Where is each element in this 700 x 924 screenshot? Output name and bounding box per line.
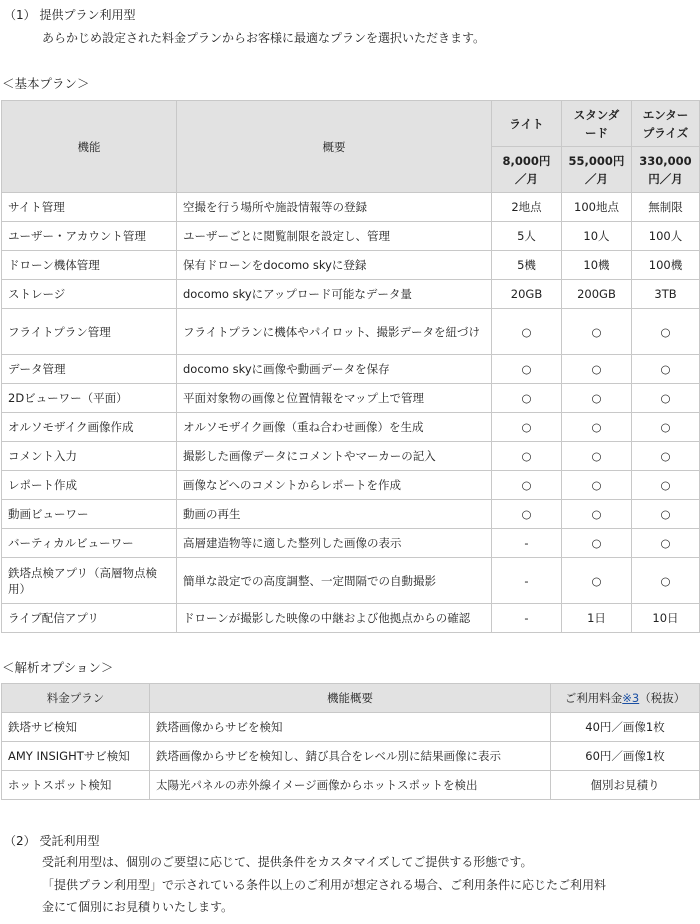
plan-value-cell: ○ bbox=[632, 558, 700, 604]
table-row bbox=[2, 529, 700, 558]
plan-value-cell: 20GB bbox=[492, 280, 562, 309]
plan-name-lite: ライト bbox=[492, 101, 562, 147]
plan-name-enterprise: エンタープライズ bbox=[632, 101, 700, 147]
plan-value-cell: ○ bbox=[632, 355, 700, 384]
col-header-fee bbox=[551, 684, 700, 713]
option-fee-cell: 個別お見積り bbox=[551, 771, 700, 800]
table-row bbox=[2, 309, 700, 355]
feature-cell: サイト管理 bbox=[2, 193, 177, 222]
plan-value-cell: ○ bbox=[562, 384, 632, 413]
plan-value-cell: - bbox=[492, 558, 562, 604]
plan-name-standard: スタンダード bbox=[562, 101, 632, 147]
table-row bbox=[2, 251, 700, 280]
option-overview-cell: 太陽光パネルの赤外線イメージ画像からホットスポットを検出 bbox=[150, 771, 551, 800]
plan-value-cell: ○ bbox=[562, 413, 632, 442]
analysis-option-table bbox=[1, 683, 700, 800]
feature-cell: バーティカルビューワー bbox=[2, 529, 177, 558]
overview-cell: 空撮を行う場所や施設情報等の登録 bbox=[177, 193, 492, 222]
fee-header-text: ご利用料金 bbox=[564, 691, 623, 705]
option-fee-cell: 40円／画像1枚 bbox=[551, 713, 700, 742]
plan-value-cell: 無制限 bbox=[632, 193, 700, 222]
plan-value-cell: 2地点 bbox=[492, 193, 562, 222]
option-overview-cell: 鉄塔画像からサビを検知し、錆び具合をレベル別に結果画像に表示 bbox=[150, 742, 551, 771]
feature-cell: ドローン機体管理 bbox=[2, 251, 177, 280]
plan-value-cell: ○ bbox=[492, 384, 562, 413]
plan-price-lite: 8,000円／月 bbox=[492, 147, 562, 193]
table-row bbox=[2, 442, 700, 471]
feature-cell: 2Dビューワー（平面） bbox=[2, 384, 177, 413]
overview-cell: ユーザーごとに閲覧制限を設定し、管理 bbox=[177, 222, 492, 251]
overview-cell: 撮影した画像データにコメントやマーカーの記入 bbox=[177, 442, 492, 471]
overview-cell: 高層建造物等に適した整列した画像の表示 bbox=[177, 529, 492, 558]
plan-value-cell: ○ bbox=[632, 529, 700, 558]
overview-cell: 保有ドローンをdocomo skyに登録 bbox=[177, 251, 492, 280]
plan-value-cell: ○ bbox=[562, 471, 632, 500]
table-row bbox=[2, 355, 700, 384]
table-row bbox=[2, 413, 700, 442]
table-row bbox=[2, 742, 700, 771]
plan-value-cell: ○ bbox=[632, 309, 700, 355]
plan-value-cell: 10日 bbox=[632, 604, 700, 633]
plan-value-cell: ○ bbox=[492, 413, 562, 442]
table-row bbox=[2, 193, 700, 222]
analysis-option-label: ＜解析オプション＞ bbox=[2, 660, 114, 675]
table-row bbox=[2, 280, 700, 309]
fee-header-tax: （税抜） bbox=[639, 691, 686, 705]
section2-line3: 金にて個別にお見積りいたします。 bbox=[42, 900, 234, 914]
option-plan-cell: ホットスポット検知 bbox=[2, 771, 150, 800]
plan-value-cell: ○ bbox=[632, 384, 700, 413]
feature-cell: ライブ配信アプリ bbox=[2, 604, 177, 633]
feature-cell: 動画ビューワー bbox=[2, 500, 177, 529]
table-row bbox=[2, 771, 700, 800]
col-header-plan: 料金プラン bbox=[2, 684, 150, 713]
overview-cell: docomo skyに画像や動画データを保存 bbox=[177, 355, 492, 384]
table-row bbox=[2, 558, 700, 604]
plan-value-cell: ○ bbox=[492, 355, 562, 384]
plan-value-cell: ○ bbox=[562, 309, 632, 355]
section2-line1: 受託利用型は、個別のご要望に応じて、提供条件をカスタマイズしてご提供する形態です。 bbox=[42, 855, 533, 869]
table-row bbox=[2, 384, 700, 413]
plan-value-cell: 100機 bbox=[632, 251, 700, 280]
overview-cell: オルソモザイク画像（重ね合わせ画像）を生成 bbox=[177, 413, 492, 442]
col-header-feature: 機能 bbox=[2, 101, 177, 193]
overview-cell: 簡単な設定での高度調整、一定間隔での自動撮影 bbox=[177, 558, 492, 604]
section2-line2: 「提供プラン利用型」で示されている条件以上のご利用が想定される場合、ご利用条件に応じたご利用料 bbox=[42, 878, 607, 892]
overview-cell: 画像などへのコメントからレポートを作成 bbox=[177, 471, 492, 500]
plan-value-cell: 1日 bbox=[562, 604, 632, 633]
table-row bbox=[2, 713, 700, 742]
plan-price-standard: 55,000円／月 bbox=[562, 147, 632, 193]
table-row bbox=[2, 471, 700, 500]
feature-cell: フライトプラン管理 bbox=[2, 309, 177, 355]
feature-cell: ユーザー・アカウント管理 bbox=[2, 222, 177, 251]
plan-value-cell: ○ bbox=[562, 355, 632, 384]
fee-note-link[interactable]: ※3 bbox=[622, 691, 640, 705]
plan-value-cell: 10機 bbox=[562, 251, 632, 280]
section1-heading: （1） 提供プラン利用型 bbox=[4, 8, 136, 22]
col-header-function-overview: 機能概要 bbox=[150, 684, 551, 713]
section2-heading: （2） 受託利用型 bbox=[4, 834, 100, 848]
plan-value-cell: ○ bbox=[492, 309, 562, 355]
section1-description: あらかじめ設定された料金プランからお客様に最適なプランを選択いただきます。 bbox=[42, 31, 486, 45]
feature-cell: レポート作成 bbox=[2, 471, 177, 500]
plan-value-cell: ○ bbox=[632, 500, 700, 529]
plan-value-cell: - bbox=[492, 604, 562, 633]
plan-value-cell: ○ bbox=[562, 500, 632, 529]
plan-value-cell: ○ bbox=[562, 529, 632, 558]
feature-cell: コメント入力 bbox=[2, 442, 177, 471]
plan-value-cell: ○ bbox=[492, 471, 562, 500]
table-row bbox=[2, 604, 700, 633]
overview-cell: ドローンが撮影した映像の中継および他拠点からの確認 bbox=[177, 604, 492, 633]
option-fee-cell: 60円／画像1枚 bbox=[551, 742, 700, 771]
option-plan-cell: AMY INSIGHTサビ検知 bbox=[2, 742, 150, 771]
overview-cell: フライトプランに機体やパイロット、撮影データを紐づけ bbox=[177, 309, 492, 355]
plan-value-cell: ○ bbox=[492, 500, 562, 529]
plan-value-cell: ○ bbox=[632, 471, 700, 500]
option-plan-cell: 鉄塔サビ検知 bbox=[2, 713, 150, 742]
plan-value-cell: 10人 bbox=[562, 222, 632, 251]
basic-plan-table bbox=[1, 100, 700, 633]
plan-value-cell: 100人 bbox=[632, 222, 700, 251]
plan-value-cell: 5機 bbox=[492, 251, 562, 280]
plan-value-cell: 5人 bbox=[492, 222, 562, 251]
plan-value-cell: ○ bbox=[492, 442, 562, 471]
plan-value-cell: ○ bbox=[632, 442, 700, 471]
option-overview-cell: 鉄塔画像からサビを検知 bbox=[150, 713, 551, 742]
plan-value-cell: 200GB bbox=[562, 280, 632, 309]
table-row bbox=[2, 222, 700, 251]
plan-value-cell: - bbox=[492, 529, 562, 558]
plan-value-cell: ○ bbox=[562, 558, 632, 604]
plan-value-cell: ○ bbox=[562, 442, 632, 471]
feature-cell: 鉄塔点検アプリ（高層物点検用） bbox=[2, 558, 177, 604]
feature-cell: オルソモザイク画像作成 bbox=[2, 413, 177, 442]
plan-value-cell: 3TB bbox=[632, 280, 700, 309]
feature-cell: ストレージ bbox=[2, 280, 177, 309]
plan-price-enterprise: 330,000円／月 bbox=[632, 147, 700, 193]
basic-plan-label: ＜基本プラン＞ bbox=[2, 76, 90, 91]
plan-value-cell: 100地点 bbox=[562, 193, 632, 222]
plan-value-cell: ○ bbox=[632, 413, 700, 442]
overview-cell: docomo skyにアップロード可能なデータ量 bbox=[177, 280, 492, 309]
feature-cell: データ管理 bbox=[2, 355, 177, 384]
overview-cell: 動画の再生 bbox=[177, 500, 492, 529]
overview-cell: 平面対象物の画像と位置情報をマップ上で管理 bbox=[177, 384, 492, 413]
col-header-overview: 概要 bbox=[177, 101, 492, 193]
table-row bbox=[2, 500, 700, 529]
